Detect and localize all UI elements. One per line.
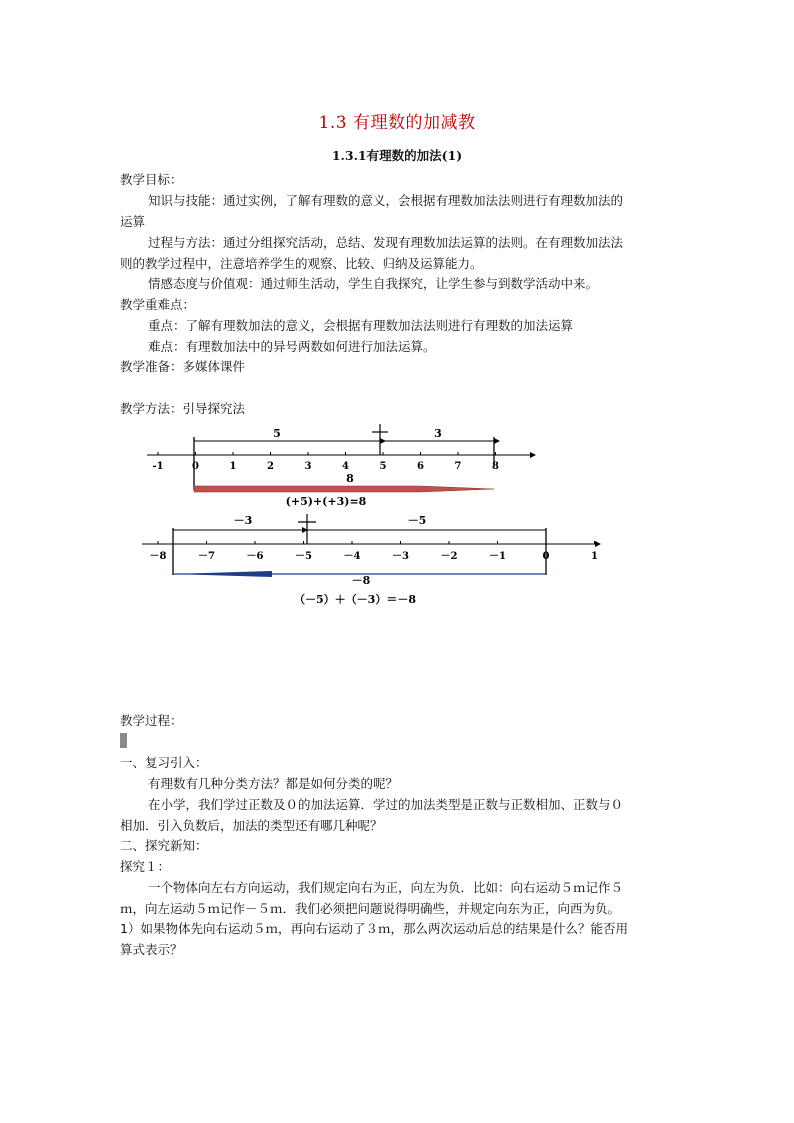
segment-label: 5 <box>273 427 281 440</box>
tick-label: 4 <box>342 461 349 472</box>
equation: （－5）＋（－3）＝－8 <box>294 593 416 606</box>
difficulty-line: 难点：有理数加法中的异号两数如何进行加法运算。 <box>148 339 436 354</box>
segment-label: 3 <box>434 427 442 440</box>
number-line-positive <box>147 424 536 508</box>
number-line-negative <box>142 514 601 606</box>
result-label: －8 <box>351 574 371 587</box>
goal-knowledge-line-2: 运算 <box>120 214 146 229</box>
tick-label: 5 <box>379 461 387 472</box>
goal-knowledge-line-1: 知识与技能：通过实例，了解有理数的意义，会根据有理数加法法则进行有理数加法的 <box>148 193 624 208</box>
result-label: 8 <box>346 472 354 485</box>
segment-label: －3 <box>233 514 253 527</box>
keypoints-heading: 教学重难点： <box>120 297 196 312</box>
review-question-2-line-2: 相加．引入负数后，加法的类型还有哪几种呢？ <box>120 818 383 833</box>
tick-label: －4 <box>343 551 361 562</box>
tick-label: 6 <box>417 461 424 472</box>
section-subtitle: 1.3.1有理数的加法(1) <box>331 148 463 163</box>
segment-label: －5 <box>407 514 427 527</box>
explore-heading: 二、探究新知： <box>120 838 208 853</box>
tick-label: －5 <box>295 551 312 562</box>
tick-label: －2 <box>440 551 458 562</box>
process-heading: 教学过程： <box>120 713 183 728</box>
method-line: 教学方法：引导探究法 <box>120 401 246 416</box>
review-question-2-line-1: 在小学，我们学过正数及０的加法运算．学过的加法类型是正数与正数相加、正数与０ <box>148 797 624 812</box>
explore-text-line-3: 1）如果物体先向右运动５ｍ，再向右运动了３ｍ，那么两次运动后总的结果是什么？能否用 <box>120 921 628 936</box>
text-cursor-marker <box>120 733 127 748</box>
tick-label: 1 <box>229 461 237 472</box>
tick-label: 0 <box>192 461 199 472</box>
tick-label: 3 <box>304 461 312 472</box>
explore-1-heading: 探究１： <box>120 859 171 874</box>
explore-text-line-1: 一个物体向左右方向运动，我们规定向右为正，向左为负．比如：向右运动５ｍ记作５ <box>148 880 624 895</box>
tick-label: 1 <box>591 551 598 562</box>
keypoint-line: 重点：了解有理数加法的意义，会根据有理数加法法则进行有理数的加法运算 <box>148 318 574 333</box>
tick-label: －7 <box>198 551 215 562</box>
tick-label: －8 <box>149 551 167 562</box>
goal-process-line-1: 过程与方法：通过分组探究活动，总结、发现有理数加法运算的法则。在有理数加法法 <box>148 235 624 250</box>
explore-text-line-4: 算式表示？ <box>120 942 183 957</box>
goal-process-line-2: 则的教学过程中，注意培养学生的观察、比较、归纳及运算能力。 <box>120 256 483 271</box>
tick-label: －3 <box>392 551 409 562</box>
goal-emotion-line: 情感态度与价值观：通过师生活动，学生自我探究，让学生参与到数学活动中来。 <box>148 276 599 291</box>
result-arrow <box>173 571 272 577</box>
tick-label: 8 <box>492 461 499 472</box>
tick-label: －1 <box>489 551 506 562</box>
page-title: 1.3 有理数的加减教 <box>318 113 476 133</box>
goals-heading: 教学目标： <box>120 172 183 187</box>
explore-text-line-2: ｍ，向左运动５ｍ记作－５ｍ．我们必须把问题说得明确些，并规定向东为正，向西为负。 <box>120 901 621 916</box>
equation: (+5)+(+3)=8 <box>285 495 367 508</box>
tick-label: 0 <box>542 551 550 562</box>
preparation-line: 教学准备：多媒体课件 <box>120 359 246 374</box>
result-arrow <box>194 486 494 492</box>
tick-label: 2 <box>267 461 274 472</box>
tick-label: 7 <box>454 461 462 472</box>
tick-label: -1 <box>152 461 164 472</box>
review-heading: 一、复习引入： <box>120 755 208 770</box>
tick-label: －6 <box>246 551 264 562</box>
review-question-1: 有理数有几种分类方法？都是如何分类的呢？ <box>148 776 399 791</box>
